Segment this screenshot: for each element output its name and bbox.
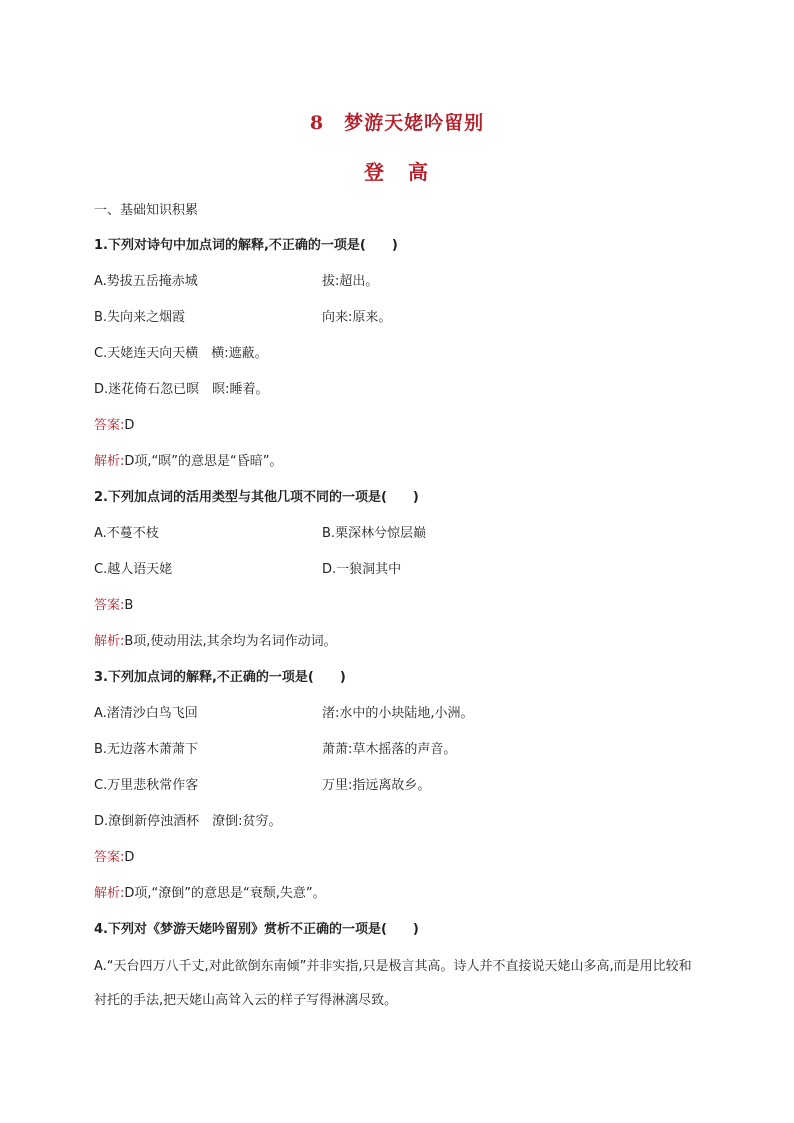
- answer-value: D: [124, 850, 135, 865]
- answer-label: 答案:: [94, 598, 125, 613]
- q2-option-b: B.栗深林兮惊层巅: [322, 526, 427, 541]
- question-2-stem: 2.下列加点词的活用类型与其他几项不同的一项是( ): [94, 490, 419, 505]
- question-4-stem: 4.下列对《梦游天姥吟留别》赏析不正确的一项是( ): [94, 922, 419, 937]
- q2-option-d: D.一狼洞其中: [322, 562, 402, 577]
- q3-option-d: D.潦倒新停浊酒杯 潦倒:贫穷。: [94, 814, 282, 829]
- answer-label: 答案:: [94, 418, 125, 433]
- q2-answer: [94, 597, 133, 615]
- q3-option-b: B.无边落木萧萧下: [94, 742, 199, 757]
- q3-option-a: A.渚清沙白鸟飞回: [94, 706, 198, 721]
- analysis-text: D项,“暝”的意思是“昏暗”。: [124, 454, 283, 469]
- q1-option-d: D.迷花倚石忽已暝 暝:睡着。: [94, 382, 269, 397]
- q3-option-c-gloss: 万里:指远离故乡。: [322, 778, 431, 793]
- answer-label: 答案:: [94, 850, 125, 865]
- poem-subtitle: 登 高: [364, 160, 430, 184]
- analysis-label: 解析:: [94, 634, 125, 649]
- q3-analysis: [94, 885, 326, 903]
- answer-value: B: [124, 598, 134, 613]
- q1-option-b: B.失向来之烟霞: [94, 310, 186, 325]
- q1-option-b-gloss: 向来:原来。: [322, 310, 392, 325]
- question-1-stem: 1.下列对诗句中加点词的解释,不正确的一项是( ): [94, 238, 398, 253]
- analysis-label: 解析:: [94, 454, 125, 469]
- analysis-text: D项,“潦倒”的意思是“衰颓,失意”。: [124, 886, 326, 901]
- analysis-text: B项,使动用法,其余均为名词作动词。: [124, 634, 337, 649]
- q1-analysis: [94, 453, 282, 471]
- q3-option-c: C.万里悲秋常作客: [94, 778, 199, 793]
- q3-option-b-gloss: 萧萧:草木摇落的声音。: [322, 742, 457, 757]
- q1-option-c: C.天姥连天向天横 横:遮蔽。: [94, 346, 268, 361]
- q4-option-a: A.“天台四万八千丈,对此欲倒东南倾”并非实指,只是极言其高。诗人并不直接说天姥山多高,而是用比较和衬托的手法,把天姥山高耸入云的样子写得淋漓尽致。: [94, 959, 692, 1008]
- q2-analysis: [94, 633, 337, 651]
- question-3-stem: 3.下列加点词的解释,不正确的一项是( ): [94, 670, 346, 685]
- q1-answer: [94, 417, 134, 435]
- q1-option-a: A.势拔五岳掩赤城: [94, 274, 198, 289]
- section-heading: 一、基础知识积累: [94, 203, 199, 218]
- analysis-label: 解析:: [94, 886, 125, 901]
- q2-option-c: C.越人语天姥: [94, 562, 173, 577]
- answer-value: D: [124, 418, 135, 433]
- q2-option-a: A.不蔓不枝: [94, 526, 159, 541]
- q3-option-a-gloss: 渚:水中的小块陆地,小洲。: [322, 706, 474, 721]
- q1-option-a-gloss: 拔:超出。: [322, 274, 379, 289]
- q3-answer: [94, 849, 134, 867]
- chapter-title: 8 梦游天姥吟留别: [309, 112, 485, 134]
